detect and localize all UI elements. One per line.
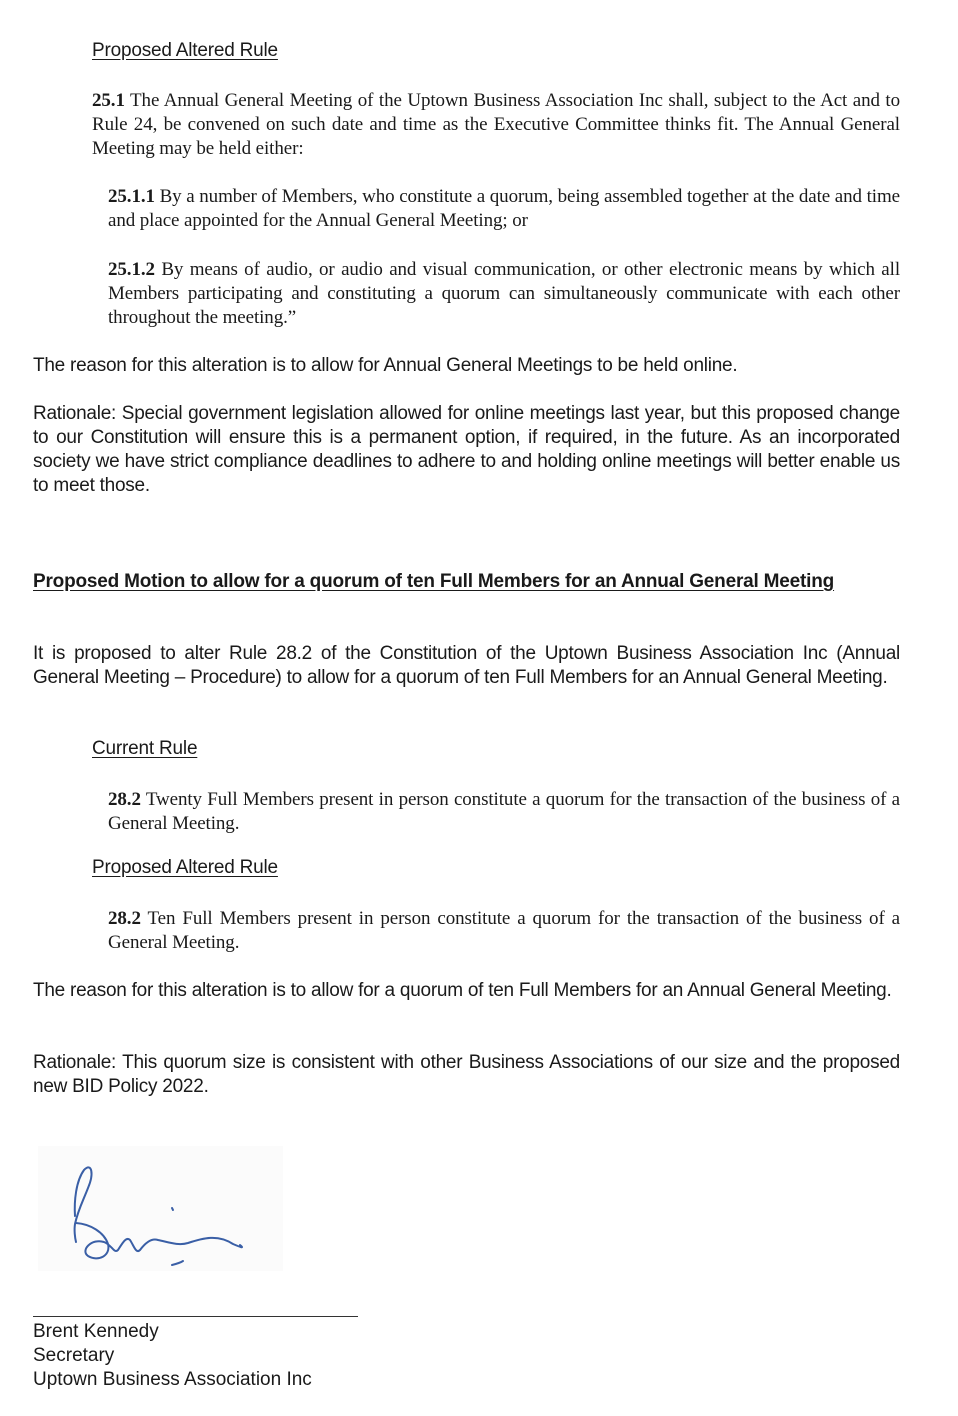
rule-number: 25.1.1 [108,186,155,207]
signatory-name: Brent Kennedy [33,1321,159,1342]
signatory-title: Secretary [33,1345,115,1366]
signature-scribble-icon [38,1146,283,1271]
rationale-paragraph-2: Rationale: This quorum size is consistent with other Business Associations of our size and the proposed new BID Policy 2022. [33,1052,900,1097]
motion-heading: Proposed Motion to allow for a quorum of ten Full Members for an Annual General Meeting [33,571,835,592]
rule-25-1-1 [108,185,900,233]
signature-image [38,1146,283,1271]
proposed-altered-rule-label-2: Proposed Altered Rule [92,857,278,878]
proposed-altered-rule-label: Proposed Altered Rule [92,40,278,61]
rule-number: 28.2 [108,908,141,929]
rationale-paragraph-1: Rationale: Special government legislation allowed for online meetings last year, but this proposed change to our Constitution will ensure this is a permanent option, if required, in the future. As an incorporated society we have strict compliance deadlines to adhere to and holding online meetings will better enable us to meet those. [33,403,900,496]
rule-number: 28.2 [108,789,141,810]
rule-text: Twenty Full Members present in person constitute a quorum for the transaction of the business of a General Meeting. [108,789,900,834]
proposed-rule-28-2 [108,907,900,955]
rule-text: The Annual General Meeting of the Uptown Business Association Inc shall, subject to the Act and to Rule 24, be convened on such date and time as the Executive Committee thinks fit. The Annual General Meeting may be held either: [92,90,900,159]
rule-text: Ten Full Members present in person constitute a quorum for the transaction of the business of a General Meeting. [108,908,900,953]
rule-25-1 [92,89,900,161]
rule-number: 25.1.2 [108,259,155,280]
rule-text: By means of audio, or audio and visual communication, or other electronic means by which all Members participating and constituting a quorum can simultaneously communicate with each other throughout the meeting.” [108,259,900,328]
current-rule-label: Current Rule [92,738,198,759]
signature-line [33,1316,358,1317]
reason-paragraph-2: The reason for this alteration is to allow for a quorum of ten Full Members for an Annual General Meeting. [33,980,892,1001]
current-rule-28-2 [108,788,900,836]
signatory-block [33,1320,312,1392]
reason-paragraph-1: The reason for this alteration is to allow for Annual General Meetings to be held online. [33,355,738,376]
rule-text: By a number of Members, who constitute a quorum, being assembled together at the date and time and place appointed for the Annual General Meeting; or [108,186,900,231]
signatory-organization: Uptown Business Association Inc [33,1369,312,1390]
rule-number: 25.1 [92,90,125,111]
motion-intro: It is proposed to alter Rule 28.2 of the Constitution of the Uptown Business Association Inc (Annual General Meeting – Procedure) to allow for a quorum of ten Full Members for an Annual General Meeting. [33,643,900,688]
rule-25-1-2 [108,258,900,330]
